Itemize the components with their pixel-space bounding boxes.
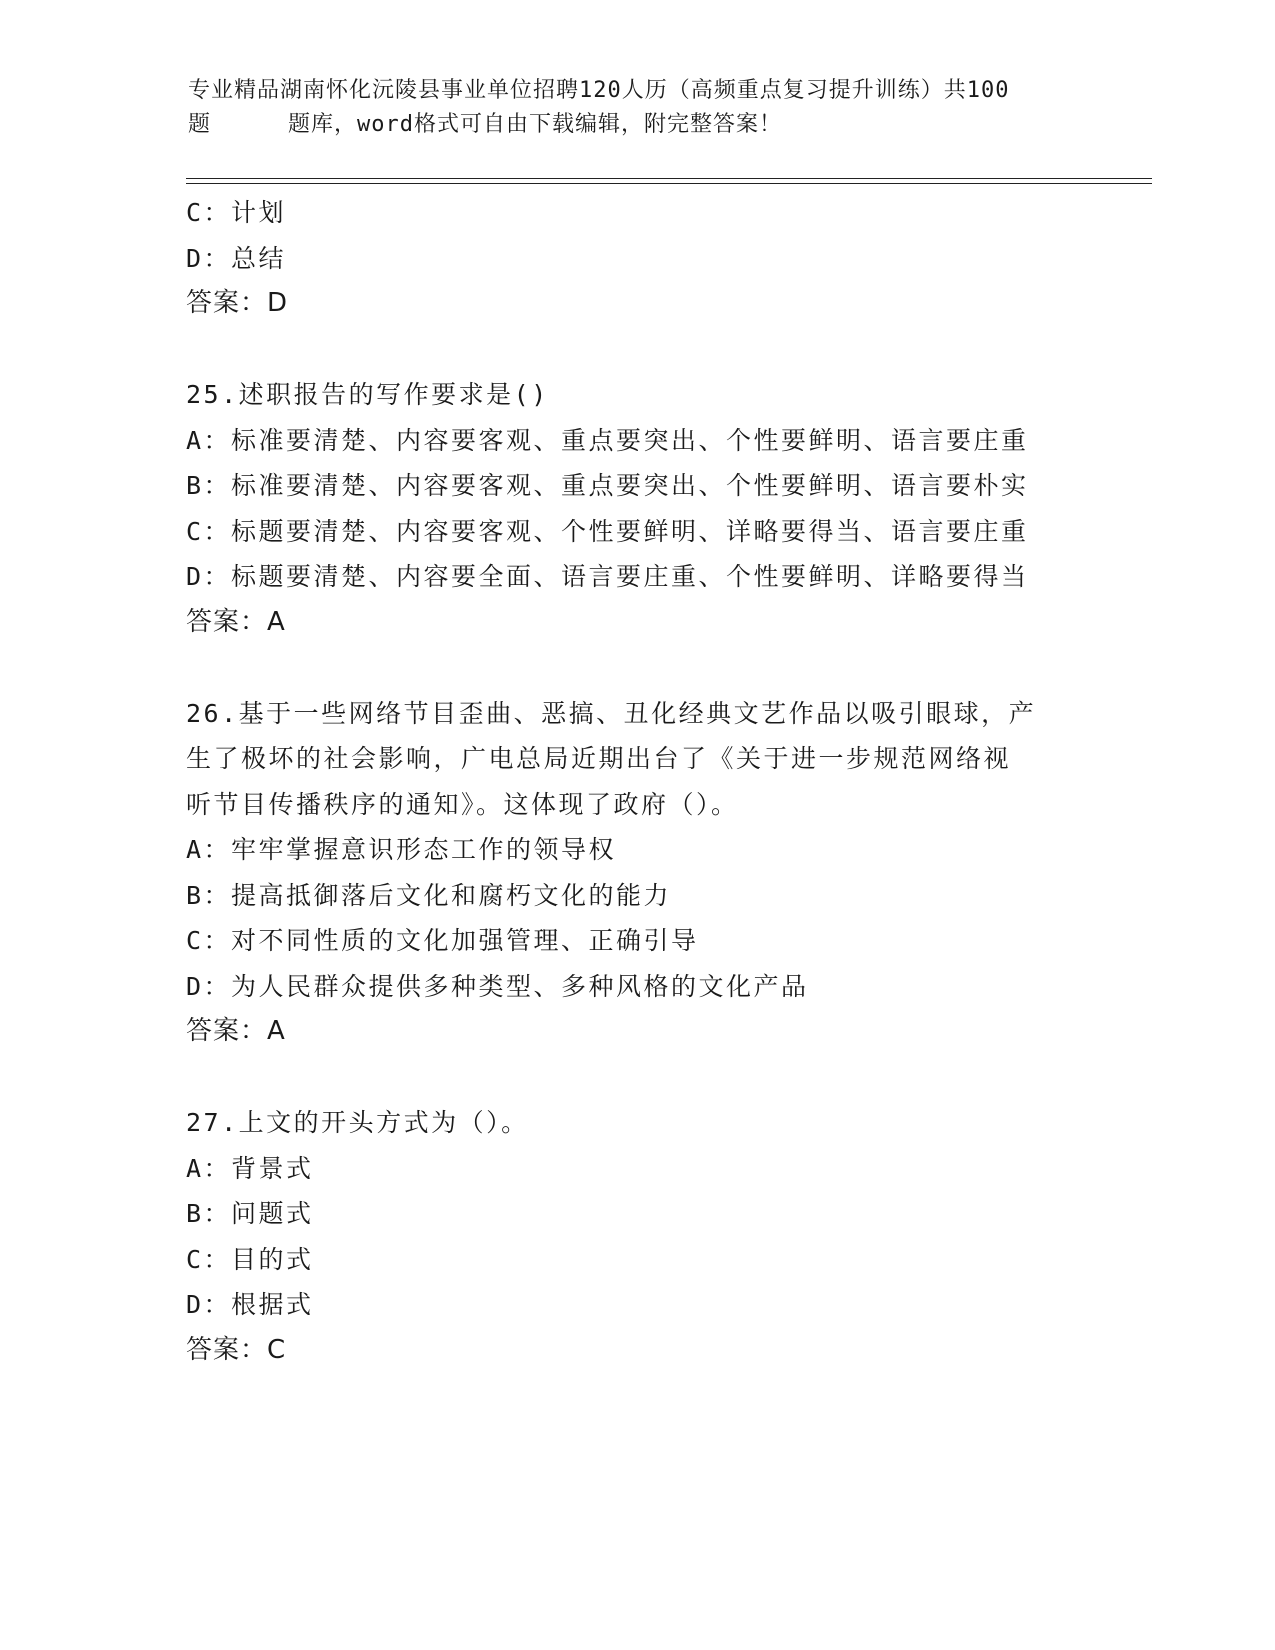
option-line: D：标题要清楚、内容要全面、语言要庄重、个性要鲜明、详略要得当: [186, 562, 1029, 591]
spacer: [186, 1055, 1086, 1101]
question-27: [186, 1100, 1086, 1373]
option-line: D：为人民群众提供多种类型、多种风格的文化产品: [186, 971, 809, 1001]
option-line: B：提高抵御落后文化和腐朽文化的能力: [186, 880, 672, 910]
question-text: 25.述职报告的写作要求是(): [186, 380, 549, 409]
spacer: [186, 327, 1086, 373]
question-list: [186, 190, 1086, 1373]
answer-line: 答案：A: [186, 1016, 286, 1046]
option-line: B：问题式: [186, 1199, 314, 1228]
option-line: C：对不同性质的文化加强管理、正确引导: [186, 926, 699, 955]
question-25: [186, 372, 1086, 645]
option-line: C：标题要清楚、内容要客观、个性要鲜明、详略要得当、语言要庄重: [186, 516, 1029, 546]
question-text: 27.上文的开头方式为（）。: [186, 1108, 529, 1137]
question-text: 26.基于一些网络节目歪曲、恶搞、丑化经典文艺作品以吸引眼球，产: [186, 698, 1037, 728]
page-header: [188, 74, 1088, 142]
answer-line: 答案：D: [186, 288, 289, 318]
answer-line: 答案：A: [186, 606, 286, 637]
question-26: [186, 691, 1086, 1055]
carryover-block: [186, 190, 1086, 327]
option-line: A：牢牢掌握意识形态工作的领导权: [186, 835, 617, 864]
option-line: C：目的式: [186, 1244, 314, 1274]
option-line: B：标准要清楚、内容要客观、重点要突出、个性要鲜明、语言要朴实: [186, 471, 1029, 500]
header-line-2-lead: 题: [188, 112, 212, 137]
option-line: A：背景式: [186, 1153, 314, 1183]
question-text: 生了极坏的社会影响，广电总局近期出台了《关于进一步规范网络视: [186, 744, 1012, 773]
header-rule-bottom: [186, 183, 1152, 184]
option-line: C：计划: [186, 198, 287, 227]
spacer: [186, 645, 1086, 691]
header-line-2: [188, 108, 1088, 142]
header-line-2-text: 题库，word格式可自由下载编辑，附完整答案！: [288, 112, 782, 137]
option-line: D：根据式: [186, 1290, 314, 1319]
answer-line: 答案：C: [186, 1334, 287, 1365]
option-line: A：标准要清楚、内容要客观、重点要突出、个性要鲜明、语言要庄重: [186, 425, 1029, 455]
header-rule-top: [186, 178, 1152, 179]
question-text: 听节目传播秩序的通知》。这体现了政府（）。: [186, 789, 739, 819]
option-line: D：总结: [186, 243, 287, 273]
header-line-1: 专业精品湖南怀化沅陵县事业单位招聘120人历（高频重点复习提升训练）共100: [188, 78, 1010, 103]
